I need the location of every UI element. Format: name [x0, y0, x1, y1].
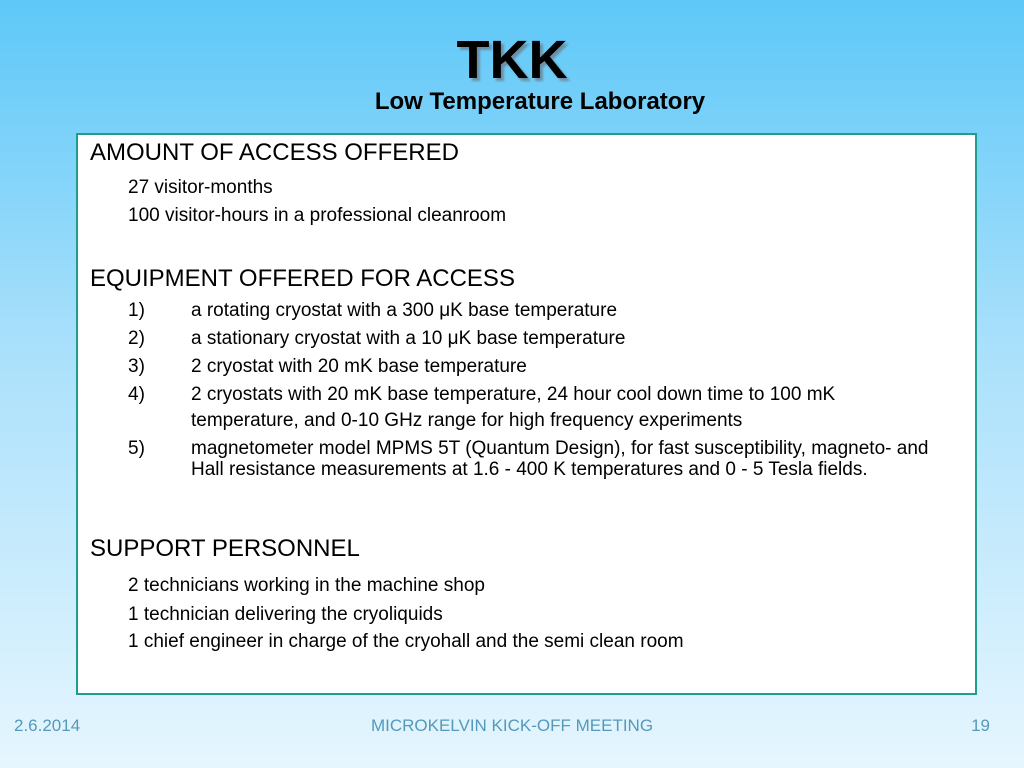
- personnel-item: 1 technician delivering the cryoliquids: [128, 604, 443, 625]
- equipment-item-number: 5): [128, 438, 145, 459]
- equipment-item-text: magnetometer model MPMS 5T (Quantum Design), for fast susceptibility, magneto- and Hall resistance measurements at 1.6 - 400 K temperatures and 0 - 5 Tesla fields.: [191, 438, 929, 480]
- equipment-item-text: 2 cryostats with 20 mK base temperature, 24 hour cool down time to 100 mK: [191, 384, 836, 405]
- equipment-item-number: 2): [128, 328, 145, 349]
- equipment-item-continuation: temperature, and 0-10 GHz range for high frequency experiments: [191, 410, 743, 431]
- equipment-item-text: a stationary cryostat with a 10 μK base temperature: [191, 328, 626, 349]
- slide-subtitle: Low Temperature Laboratory: [374, 88, 706, 115]
- equipment-item-text: 2 cryostat with 20 mK base temperature: [191, 356, 527, 377]
- equipment-item-number: 3): [128, 356, 145, 377]
- section-heading-equipment: EQUIPMENT OFFERED FOR ACCESS: [90, 265, 515, 292]
- access-item: 27 visitor-months: [128, 177, 273, 198]
- equipment-item-number: 1): [128, 300, 145, 321]
- slide-title: TKK: [456, 30, 568, 90]
- equipment-item-number: 4): [128, 384, 145, 405]
- content-box: [76, 133, 977, 695]
- section-heading-access: AMOUNT OF ACCESS OFFERED: [90, 139, 459, 166]
- personnel-item: 1 chief engineer in charge of the cryohall and the semi clean room: [128, 631, 684, 652]
- footer-event: MICROKELVIN KICK-OFF MEETING: [370, 716, 654, 735]
- footer-date: 2.6.2014: [14, 716, 81, 735]
- access-item: 100 visitor-hours in a professional cleanroom: [128, 205, 507, 226]
- personnel-item: 2 technicians working in the machine shop: [128, 575, 485, 596]
- footer-page-number: 19: [971, 716, 990, 735]
- equipment-item-text: a rotating cryostat with a 300 μK base temperature: [191, 300, 618, 321]
- section-heading-personnel: SUPPORT PERSONNEL: [90, 535, 360, 562]
